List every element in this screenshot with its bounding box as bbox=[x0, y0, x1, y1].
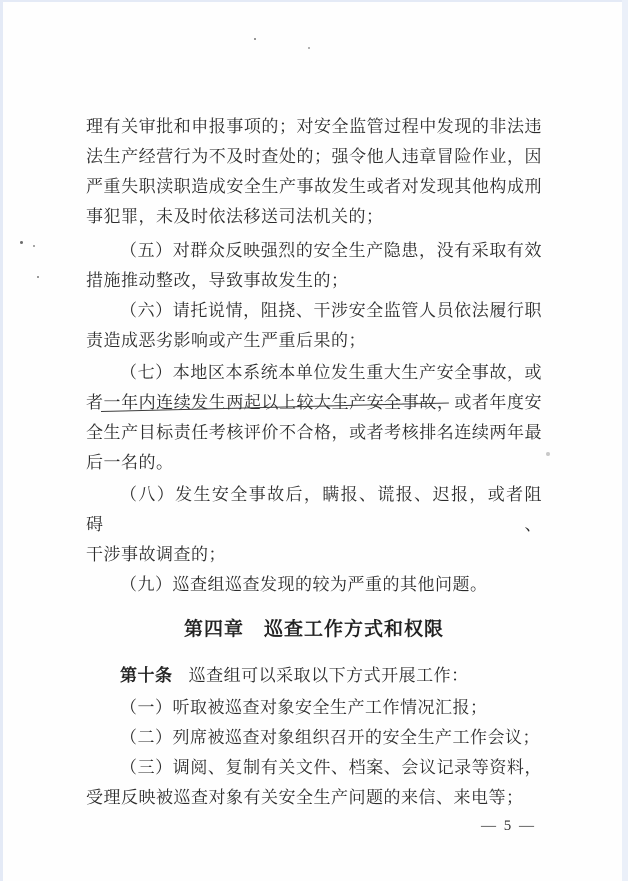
text-line bbox=[86, 661, 542, 691]
text-segment: ，或者年度安 bbox=[436, 393, 543, 412]
paragraph-continuation bbox=[86, 112, 542, 232]
article-text: 巡查组可以采取以下方式开展工作： bbox=[188, 666, 469, 685]
paragraph-item-2 bbox=[86, 723, 542, 753]
paragraph-item-6 bbox=[86, 296, 542, 356]
paragraph-item-8 bbox=[86, 480, 542, 570]
text-line: 严重失职渎职造成安全生产事故发生或者对发现其他构成刑 bbox=[86, 177, 542, 196]
ink-speck bbox=[33, 245, 35, 247]
text-line: （三）调阅、复制有关文件、档案、会议记录等资料， bbox=[120, 758, 542, 777]
text-line: 责造成恶劣影响或产生严重后果的； bbox=[86, 331, 366, 350]
document-body bbox=[86, 112, 542, 839]
ink-speck bbox=[37, 276, 39, 278]
text-line: 全生产目标责任考核评价不合格，或者考核排名连续两年最 bbox=[86, 423, 542, 442]
paragraph-item-3 bbox=[86, 753, 542, 813]
text-line: （九）巡查组巡查发现的较为严重的其他问题。 bbox=[120, 575, 488, 594]
paragraph-article-10 bbox=[86, 661, 542, 691]
text-line: （一）听取被巡查对象安全生产工作情况汇报； bbox=[120, 698, 488, 717]
ink-speck bbox=[20, 241, 23, 244]
paragraph-item-7 bbox=[86, 358, 542, 478]
text-segment: 者 bbox=[86, 393, 104, 412]
scan-edge-right bbox=[622, 0, 628, 881]
scan-edge-top bbox=[0, 0, 628, 2]
underlined-phrase: 一年内连续发生两起以上较大生产安全事故 bbox=[103, 393, 437, 412]
page-number: — 5 — bbox=[481, 818, 536, 834]
chapter-heading: 第四章 巡查工作方式和权限 bbox=[183, 619, 444, 640]
text-line: （六）请托说情，阻挠、干涉安全监管人员依法履行职 bbox=[120, 301, 542, 320]
text-line: （七）本地区本系统本单位发生重大生产安全事故，或 bbox=[120, 363, 542, 382]
text-line: 干涉事故调查的； bbox=[86, 545, 226, 564]
text-line: 后一名的。 bbox=[86, 453, 174, 472]
text-line: 理有关审批和申报事项的；对安全监管过程中发现的非法违 bbox=[86, 117, 542, 136]
text-line: （五）对群众反映强烈的安全生产隐患，没有采取有效 bbox=[120, 241, 542, 260]
text-line: （二）列席被巡查对象组织召开的安全生产工作会议； bbox=[120, 728, 540, 747]
text-line: 法生产经营行为不及时查处的；强令他人违章冒险作业，因 bbox=[86, 147, 542, 166]
text-line bbox=[86, 388, 542, 418]
text-line: 事犯罪，未及时依法移送司法机关的； bbox=[86, 207, 384, 226]
article-number-label: 第十条 bbox=[120, 666, 173, 685]
scan-edge-left bbox=[0, 0, 3, 881]
ink-smudge bbox=[546, 452, 550, 456]
ink-speck bbox=[308, 47, 310, 49]
text-line: 受理反映被巡查对象有关安全生产问题的来信、来电等； bbox=[86, 788, 524, 807]
text-line: 措施推动整改，导致事故发生的； bbox=[86, 271, 349, 290]
paragraph-item-5 bbox=[86, 236, 542, 296]
text-line: （八）发生安全事故后，瞒报、谎报、迟报，或者阻碍、 bbox=[86, 485, 542, 534]
paragraph-item-1 bbox=[86, 693, 542, 723]
paragraph-item-9 bbox=[86, 570, 542, 600]
ink-speck bbox=[254, 38, 256, 40]
